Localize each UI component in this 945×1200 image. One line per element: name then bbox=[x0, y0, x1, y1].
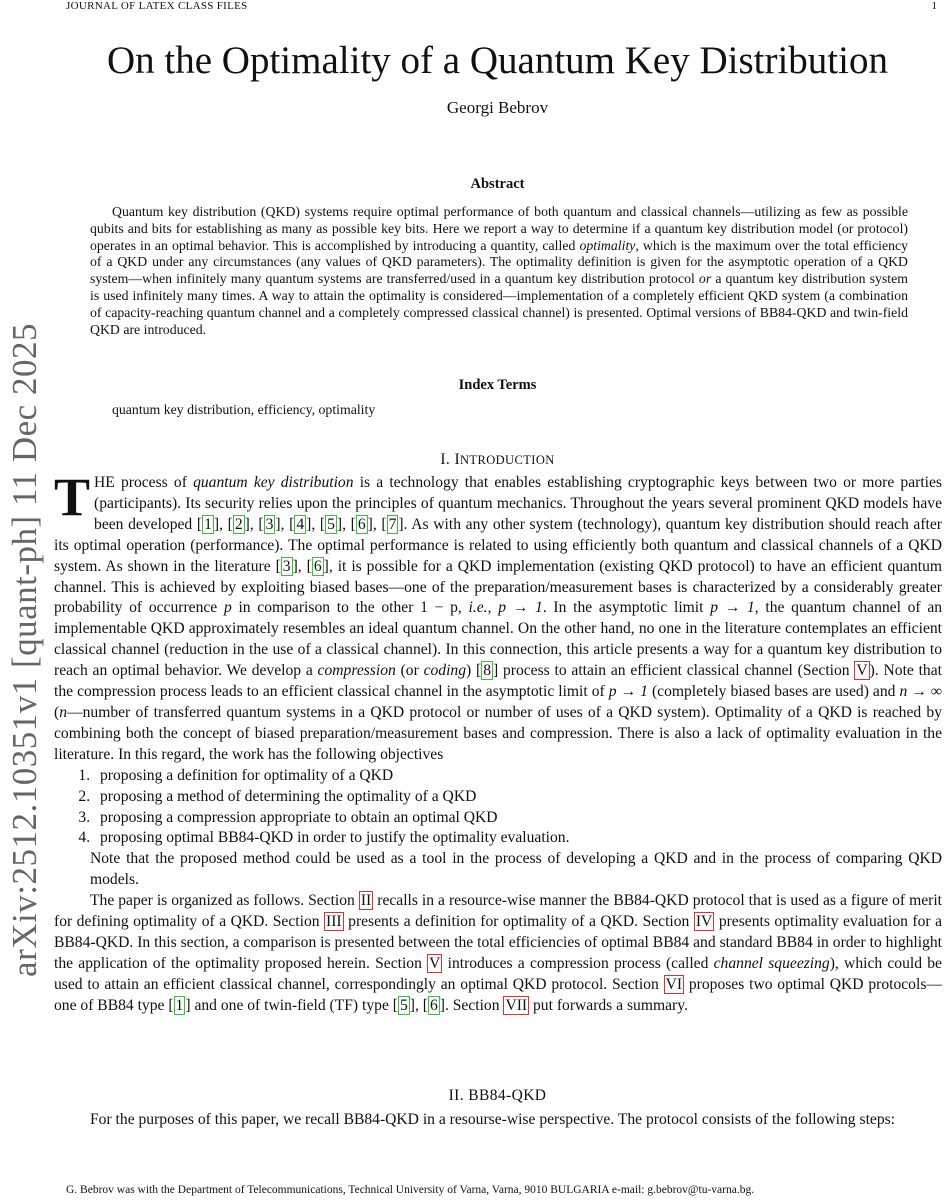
paper-title: On the Optimality of a Quantum Key Distribution bbox=[107, 39, 888, 82]
section-link[interactable]: III bbox=[326, 913, 342, 931]
citation-link[interactable]: 6 bbox=[429, 996, 438, 1014]
index-terms: quantum key distribution, efficiency, optimality bbox=[112, 402, 376, 417]
abstract-heading: Abstract bbox=[470, 176, 525, 192]
citation-link[interactable]: 1 bbox=[175, 996, 184, 1014]
page-number: 1 bbox=[931, 0, 937, 12]
journal-header: JOURNAL OF LATEX CLASS FILES bbox=[66, 0, 248, 12]
citation-link[interactable]: 3 bbox=[265, 515, 274, 533]
section-link[interactable]: VII bbox=[505, 996, 528, 1014]
citation-link[interactable]: 5 bbox=[399, 996, 408, 1014]
section-heading-bb84: II. BB84-QKD bbox=[448, 1087, 547, 1104]
list-item: 1. proposing a definition for optimality of a QKD bbox=[94, 766, 942, 787]
section-link[interactable]: IV bbox=[695, 913, 713, 931]
objectives-list bbox=[54, 766, 942, 850]
section-link[interactable]: V bbox=[429, 954, 441, 972]
section-heading-introduction: I. INTRODUCTION bbox=[440, 451, 555, 468]
citation-link[interactable]: 2 bbox=[234, 515, 243, 533]
list-item: 4. proposing optimal BB84-QKD in order to justify the optimality evaluation. bbox=[94, 828, 942, 849]
citation-link[interactable]: 8 bbox=[483, 662, 491, 680]
drop-cap: T bbox=[54, 467, 91, 527]
citation-link[interactable]: 7 bbox=[388, 515, 397, 533]
citation-link[interactable]: 6 bbox=[357, 515, 366, 533]
section-link[interactable]: V bbox=[856, 662, 868, 680]
section-link[interactable]: II bbox=[360, 892, 372, 910]
section2-body: For the purposes of this paper, we recall BB84-QKD in a resourse-wise perspective. The protocol consists of the following steps: bbox=[90, 1111, 896, 1128]
index-terms-heading: Index Terms bbox=[458, 377, 537, 393]
footnote: G. Bebrov was with the Department of Telecommunications, Technical University of Varna, Varna, 9010 BULGARIA e-mail: g.bebrov@tu-varna.bg. bbox=[66, 1184, 755, 1196]
author: Georgi Bebrov bbox=[446, 98, 549, 117]
list-item: 3. proposing a compression appropriate to obtain an optimal QKD bbox=[94, 808, 942, 829]
citation-link[interactable]: 5 bbox=[327, 515, 335, 533]
citation-link[interactable]: 6 bbox=[313, 557, 322, 575]
citation-link[interactable]: 4 bbox=[296, 515, 305, 533]
list-item: 2. proposing a method of determining the optimality of a QKD bbox=[94, 787, 942, 808]
abstract-body: Quantum key distribution (QKD) systems require optimal performance of both quantum and classical channels—utilizing as few as possible qubits and bits for establishing as many as possible key bits. Here we report a way to determine if a quantum key distribution model (or protocol) operates in an optimal behavior. This is accomplished by introducing a quantity, called optimality, which is the maximum over the total efficiency of a QKD under any circumstances (any values of QKD parameters). The optimality definition is given for the asymptotic operation of a QKD system—when infinitely many quantum systems are transferred/used in a quantum key distribution protocol or a quantum key distribution system is used infinitely many times. A way to attain the optimality is considered—implementation of a completely efficient QKD system (a combination of capacity-reaching quantum channel and a completely compressed classical channel) is presented. Optimal versions of BB84-QKD and twin-field QKD are introduced. bbox=[90, 204, 909, 337]
arxiv-stamp: arXiv:2512.10351v1 [quant-ph] 11 Dec 2025 bbox=[5, 323, 44, 977]
note-paragraph: Note that the proposed method could be used as a tool in the process of developing a QKD and in the process of comparing QKD models. bbox=[90, 850, 942, 889]
citation-link[interactable]: 3 bbox=[282, 557, 291, 575]
introduction-body: T HE process of quantum key distribution is a technology that enables establishing cryptographic keys between two or more parties (participants). Its security relies upon the principles of quantum mechanics. Throughout the years several prominent QKD models have been developed [ 1 ], [ 2 ], [ 3 ], [ 4 ], [ 5 ], [ 6 ], [ 7 ]. As with any other system (technology), quantum key distribution should reach after its optimal operation (performance). The optimal performance is related to using efficiently both quantum and classical channels of a QKD system. As shown in the literature [ 3 ], [ 6 ], it is possible for a QKD implementation (existing QKD protocol) to have an efficient quantum channel. This is achieved by exploiting biased bases—one of the preparation/measurement bases is characterized by a considerably greater probability of occurrence p in comparison to the other 1 − p, i.e., p → 1. In the asymptotic limit p → 1, the quantum channel of an implementable QKD approximately resembles an ideal quantum channel. On the other hand, no one in the literature contemplates an efficient classical channel (reduction in the use of a classical channel). In this connection, this article presents a way for a quantum key distribution to reach an optimal behavior. We develop a compression (or coding) [ 8 ] process to attain an efficient classical channel (Section V ). Note that the compression process leads to an efficient classical channel in the asymptotic limit of p → 1 (completely biased bases are used) and n → ∞ (n—number of transferred quantum systems in a QKD protocol or number of uses of a QKD system). Optimality of a QKD is reached by combining both the concept of biased preparation/measurement bases and compression. There is also a lack of optimality evaluation in the literature. In this regard, the work has the following objectives 1. proposing a definition for optimality of a QKD 2. proposing a method of determining the optimality of a QKD 3. proposing a compression appropriate to obtain an optimal QKD 4. proposing optimal BB84-QKD in order to justify the optimality evaluation. Note that the proposed method could be used as a tool in the process of developing a QKD and in the process of comparing QKD models. The paper is organized as follows. Section II recalls in a resource-wise manner the BB84-QKD protocol that is used as a figure of merit for defining optimality of a QKD. Section III presents a definition for optimality of a QKD. Section IV presents optimality evaluation for a BB84-QKD. In this section, a comparison is presented between the total efficiencies of optimal BB84 and standard BB84 in order to highlight the application of the optimality proposed herein. Section V introduces a compression process (called channel squeezing), which could be used to attain an efficient classical channel, correspondingly an optimal QKD protocol. Section VI proposes two optimal QKD protocols—one of BB84 type [ 1 ] and one of twin-field (TF) type [ 5 ], [ 6 ]. Section VII put forwards a summary. bbox=[54, 473, 942, 1017]
citation-link[interactable]: 1 bbox=[204, 515, 212, 533]
section-link[interactable]: VI bbox=[665, 975, 683, 993]
